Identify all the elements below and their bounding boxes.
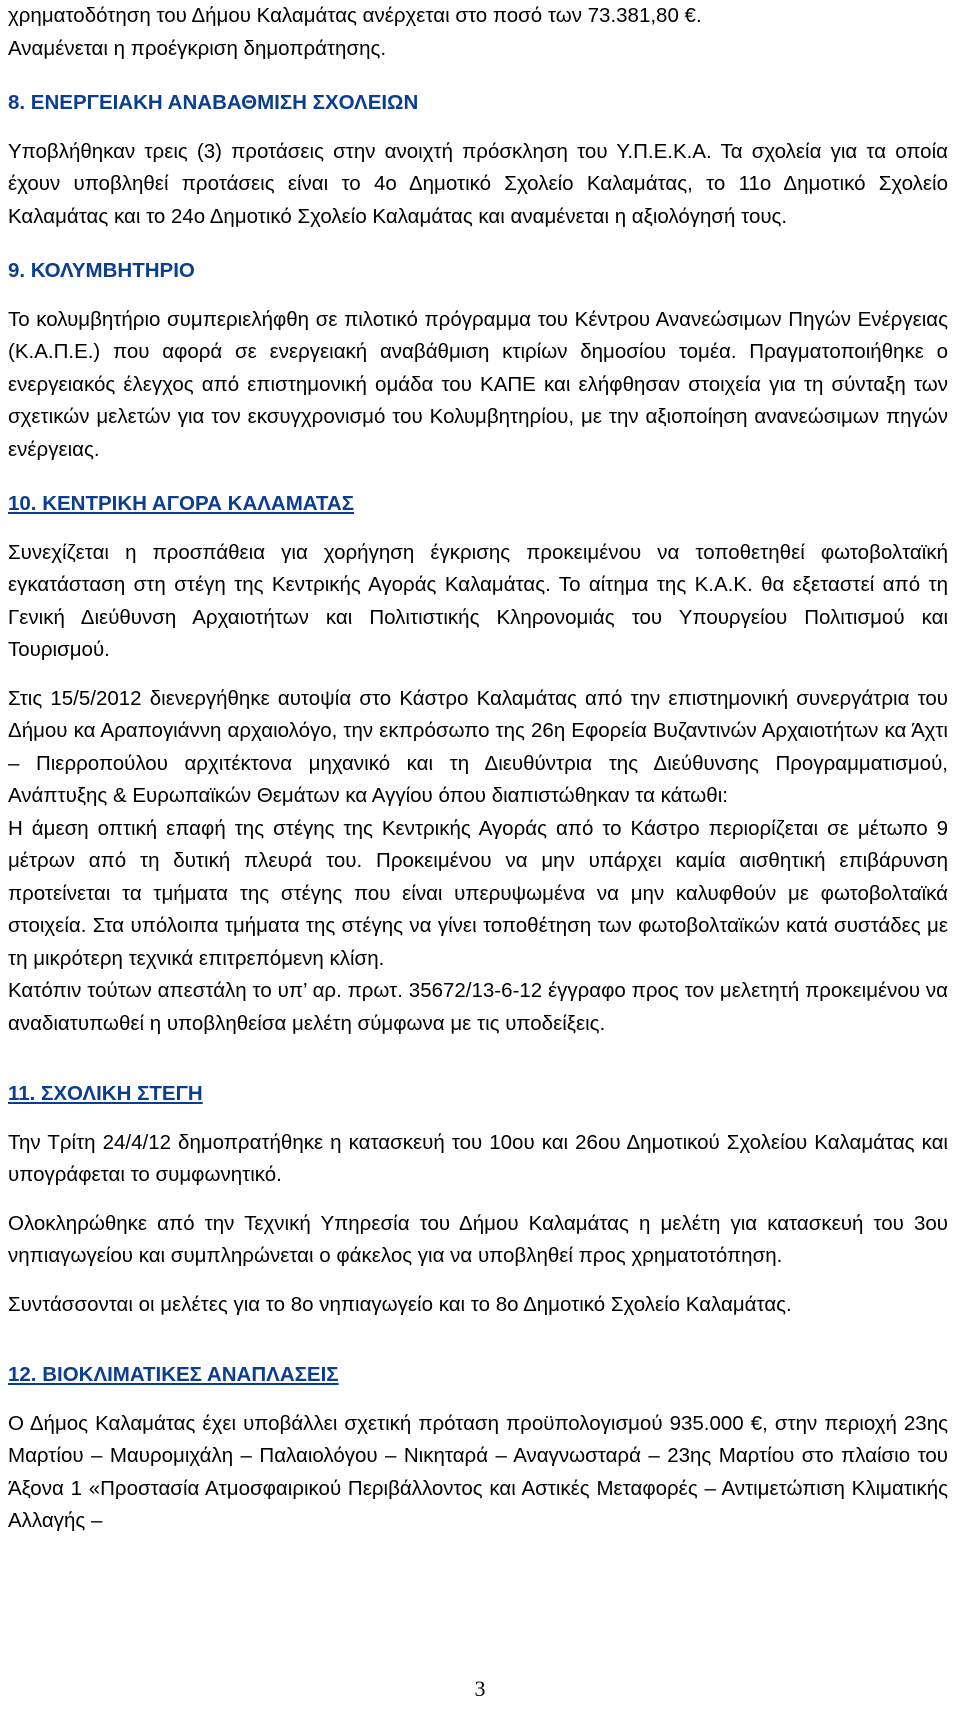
section-9-title: 9. ΚΟΛΥΜΒΗΤΗΡΙΟ xyxy=(8,259,195,282)
section-10-paragraph-1: Συνεχίζεται η προσπάθεια για χορήγηση έγκρισης προκειμένου να τοποθετηθεί φωτοβολταϊκή εγκατάσταση στη στέγη της Κεντρικής Αγοράς Καλαμάτας. Το αίτημα της Κ.Α.Κ. θα εξεταστεί από τη Γενική Διεύθυνση Αρχαιοτήτων και Πολιτιστικής Κληρονομιάς του Υπουργείου Πολιτισμού και Τουρισμού. xyxy=(8,540,948,661)
section-11-paragraph-3: Συντάσσονται οι μελέτες για το 8ο νηπιαγωγείο και το 8ο Δημοτικό Σχολείο Καλαμάτας. xyxy=(8,1292,792,1316)
section-10-paragraph-2: Στις 15/5/2012 διενεργήθηκε αυτοψία στο Κάστρο Καλαμάτας από την επιστημονική συνεργάτρια του Δήμου κα Αραπογιάννη αρχαιολόγο, την εκπρόσωπο της 26η Εφορεία Βυζαντινών Αρχαιοτήτων κα Άχτι – Πιερροπούλου αρχιτέκτονα μηχανικό και τη Διευθύντρια της Διεύθυνσης Προγραμματισμού, Ανάπτυξης & Ευρωπαϊκών Θεμάτων κα Αγγίου όπου διαπιστώθηκαν τα κάτωθι: xyxy=(8,686,948,807)
section-11-paragraph-2: Ολοκληρώθηκε από την Τεχνική Υπηρεσία του Δήμου Καλαμάτας η μελέτη για κατασκευή του 3ου νηπιαγωγείου και συμπληρώνεται ο φάκελος για να υποβληθεί προς χρηματοτόπηση. xyxy=(8,1211,948,1267)
section-8-title: 8. ΕΝΕΡΓΕΙΑΚΗ ΑΝΑΒΑΘΜΙΣΗ ΣΧΟΛΕΙΩΝ xyxy=(8,91,419,114)
section-10-title: 10. ΚΕΝΤΡΙΚΗ ΑΓΟΡΑ ΚΑΛΑΜΑΤΑΣ xyxy=(8,492,355,515)
section-12-title: 12. ΒΙΟΚΛΙΜΑΤΙΚΕΣ ΑΝΑΠΛΑΣΕΙΣ xyxy=(8,1363,339,1386)
section-11-paragraph-1: Την Τρίτη 24/4/12 δημοπρατήθηκε η κατασκευή του 10ου και 26ου Δημοτικού Σχολείου Καλαμάτας και υπογράφεται το συμφωνητικό. xyxy=(8,1130,948,1186)
section-10-paragraph-4: Κατόπιν τούτων απεστάλη το υπ’ αρ. πρωτ. 35672/13-6-12 έγγραφο προς τον μελετητή προκειμένου να αναδιατυπωθεί η υποβληθείσα μελέτη σύμφωνα με τις υποδείξεις. xyxy=(8,979,948,1035)
section-8-text: Υποβλήθηκαν τρεις (3) προτάσεις στην ανοιχτή πρόσκληση του Υ.Π.Ε.Κ.Α. Τα σχολεία για τα οποία έχουν υποβληθεί προτάσεις είναι το 4ο Δημοτικό Σχολείο Καλαμάτας, το 11ο Δημοτικό Σχολείο Καλαμάτας και το 24ο Δημοτικό Σχολείο Καλαμάτας και αναμένεται η αξιολόγησή τους. xyxy=(8,139,948,228)
page-number: 3 xyxy=(474,1676,486,1701)
intro-line-1: χρηματοδότηση του Δήμου Καλαμάτας ανέρχεται στο ποσό των 73.381,80 €. xyxy=(8,4,702,27)
section-11-title: 11. ΣΧΟΛΙΚΗ ΣΤΕΓΗ xyxy=(8,1082,203,1105)
section-12-text: Ο Δήμος Καλαμάτας έχει υποβάλλει σχετική πρόταση προϋπολογισμού 935.000 €, στην περιοχή 23ης Μαρτίου – Μαυρομιχάλη – Παλαιολόγου – Νικηταρά – Αναγνωσταρά – 23ης Μαρτίου στο πλαίσιο του Άξονα 1 «Προστασία Ατμοσφαιρικού Περιβάλλοντος και Αστικές Μεταφορές – Αντιμετώπιση Κλιματικής Αλλαγής – xyxy=(8,1411,948,1532)
section-9-text: Το κολυμβητήριο συμπεριελήφθη σε πιλοτικό πρόγραμμα του Κέντρου Ανανεώσιμων Πηγών Ενέργειας (Κ.Α.Π.Ε.) που αφορά σε ενεργειακή αναβάθμιση κτιρίων δημοσίου τομέα. Πραγματοποιήθηκε ο ενεργειακός έλεγχος από επιστημονική ομάδα του ΚΑΠΕ και ελήφθησαν στοιχεία για τη σύνταξη των σχετικών μελετών για τον εκσυγχρονισμό του Κολυμβητηρίου, με την αξιοποίηση ανανεώσιμων πηγών ενέργειας. xyxy=(8,307,948,461)
section-10-paragraph-3: Η άμεση οπτική επαφή της στέγης της Κεντρικής Αγοράς από το Κάστρο περιορίζεται σε μέτωπο 9 μέτρων από τη δυτική πλευρά του. Προκειμένου να μην υπάρχει καμία αισθητική επιβάρυνση προτείνεται τα τμήματα της στέγης που είναι υπερυψωμένα να μην καλυφθούν με φωτοβολταϊκά στοιχεία. Στα υπόλοιπα τμήματα της στέγης να γίνει τοποθέτηση των φωτοβολταϊκών κατά συστάδες με τη μικρότερη τεχνικά επιτρεπόμενη κλίση. xyxy=(8,816,948,970)
intro-line-2: Αναμένεται η προέγκριση δημοπράτησης. xyxy=(8,36,387,60)
